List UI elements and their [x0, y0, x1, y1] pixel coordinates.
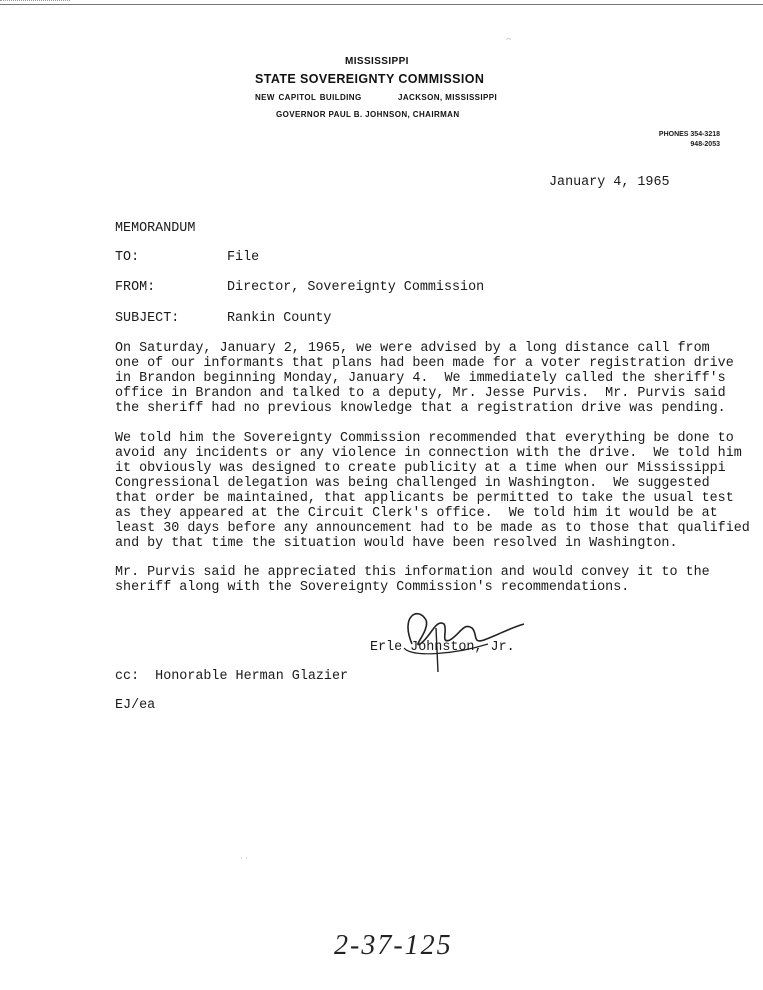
- memo-heading: MEMORANDUM: [115, 221, 196, 236]
- top-dotted-rule: [0, 0, 70, 1]
- body-line: office in Brandon and talked to a deputy, Mr. Jesse Purvis. Mr. Purvis said: [115, 386, 726, 401]
- body-line: and by that time the situation would have been resolved in Washington.: [115, 536, 678, 551]
- typist-initials: EJ/ea: [115, 698, 156, 713]
- paragraph-3: [115, 565, 710, 595]
- body-line: avoid any incidents or any violence in connection with the drive. We told him: [115, 446, 742, 461]
- typed-signature: Erle Johnston, Jr.: [370, 640, 515, 655]
- letterhead-building: NEW CAPITOL BUILDING: [255, 93, 362, 102]
- body-line: that order be maintained, that applicants be permitted to take the usual test: [115, 491, 734, 506]
- to-label: TO:: [115, 250, 140, 265]
- subject-value: Rankin County: [227, 311, 332, 326]
- body-line: On Saturday, January 2, 1965, we were advised by a long distance call from: [115, 341, 710, 356]
- letterhead-state: MISSISSIPPI: [345, 56, 409, 67]
- subject-label: SUBJECT:: [115, 311, 180, 326]
- letterhead-chairman: GOVERNOR PAUL B. JOHNSON, CHAIRMAN: [276, 110, 460, 119]
- scan-mark: · ·: [240, 854, 248, 863]
- to-value: File: [227, 250, 260, 265]
- body-line: least 30 days before any announcement had to be made as to those that qualified: [115, 521, 750, 536]
- paragraph-1: [115, 341, 734, 416]
- handwritten-file-number: 2-37-125: [334, 930, 453, 961]
- cc-line: cc: Honorable Herman Glazier: [115, 669, 349, 684]
- body-line: as they appeared at the Circuit Clerk's office. We told him it would be at: [115, 506, 718, 521]
- memo-date: January 4, 1965: [549, 175, 670, 190]
- letterhead-city: JACKSON, MISSISSIPPI: [398, 93, 498, 102]
- from-label: FROM:: [115, 280, 156, 295]
- from-value: Director, Sovereignty Commission: [227, 280, 485, 295]
- body-line: it obviously was designed to create publicity at a time when our Mississippi: [115, 461, 726, 476]
- body-line: the sheriff had no previous knowledge that a registration drive was pending.: [115, 401, 726, 416]
- signature-block: [360, 604, 540, 681]
- phone-primary: PHONES 354-3218: [658, 131, 720, 138]
- body-line: in Brandon beginning Monday, January 4. We immediately called the sheriff's: [115, 371, 726, 386]
- body-line: We told him the Sovereignty Commission recommended that everything be done to: [115, 431, 734, 446]
- paragraph-2: [115, 431, 750, 551]
- letterhead-phones: [600, 130, 720, 150]
- body-line: Mr. Purvis said he appreciated this information and would convey it to the: [115, 565, 710, 580]
- phone-secondary: 948-2053: [690, 141, 720, 148]
- top-rule: [0, 4, 763, 5]
- body-line: sheriff along with the Sovereignty Commission's recommendations.: [115, 580, 630, 595]
- scan-mark: ⌢: [506, 34, 512, 43]
- body-line: one of our informants that plans had been made for a voter registration drive: [115, 356, 734, 371]
- letterhead-agency: STATE SOVEREIGNTY COMMISSION: [255, 72, 485, 86]
- body-line: Congressional delegation was being challenged in Washington. We suggested: [115, 476, 710, 491]
